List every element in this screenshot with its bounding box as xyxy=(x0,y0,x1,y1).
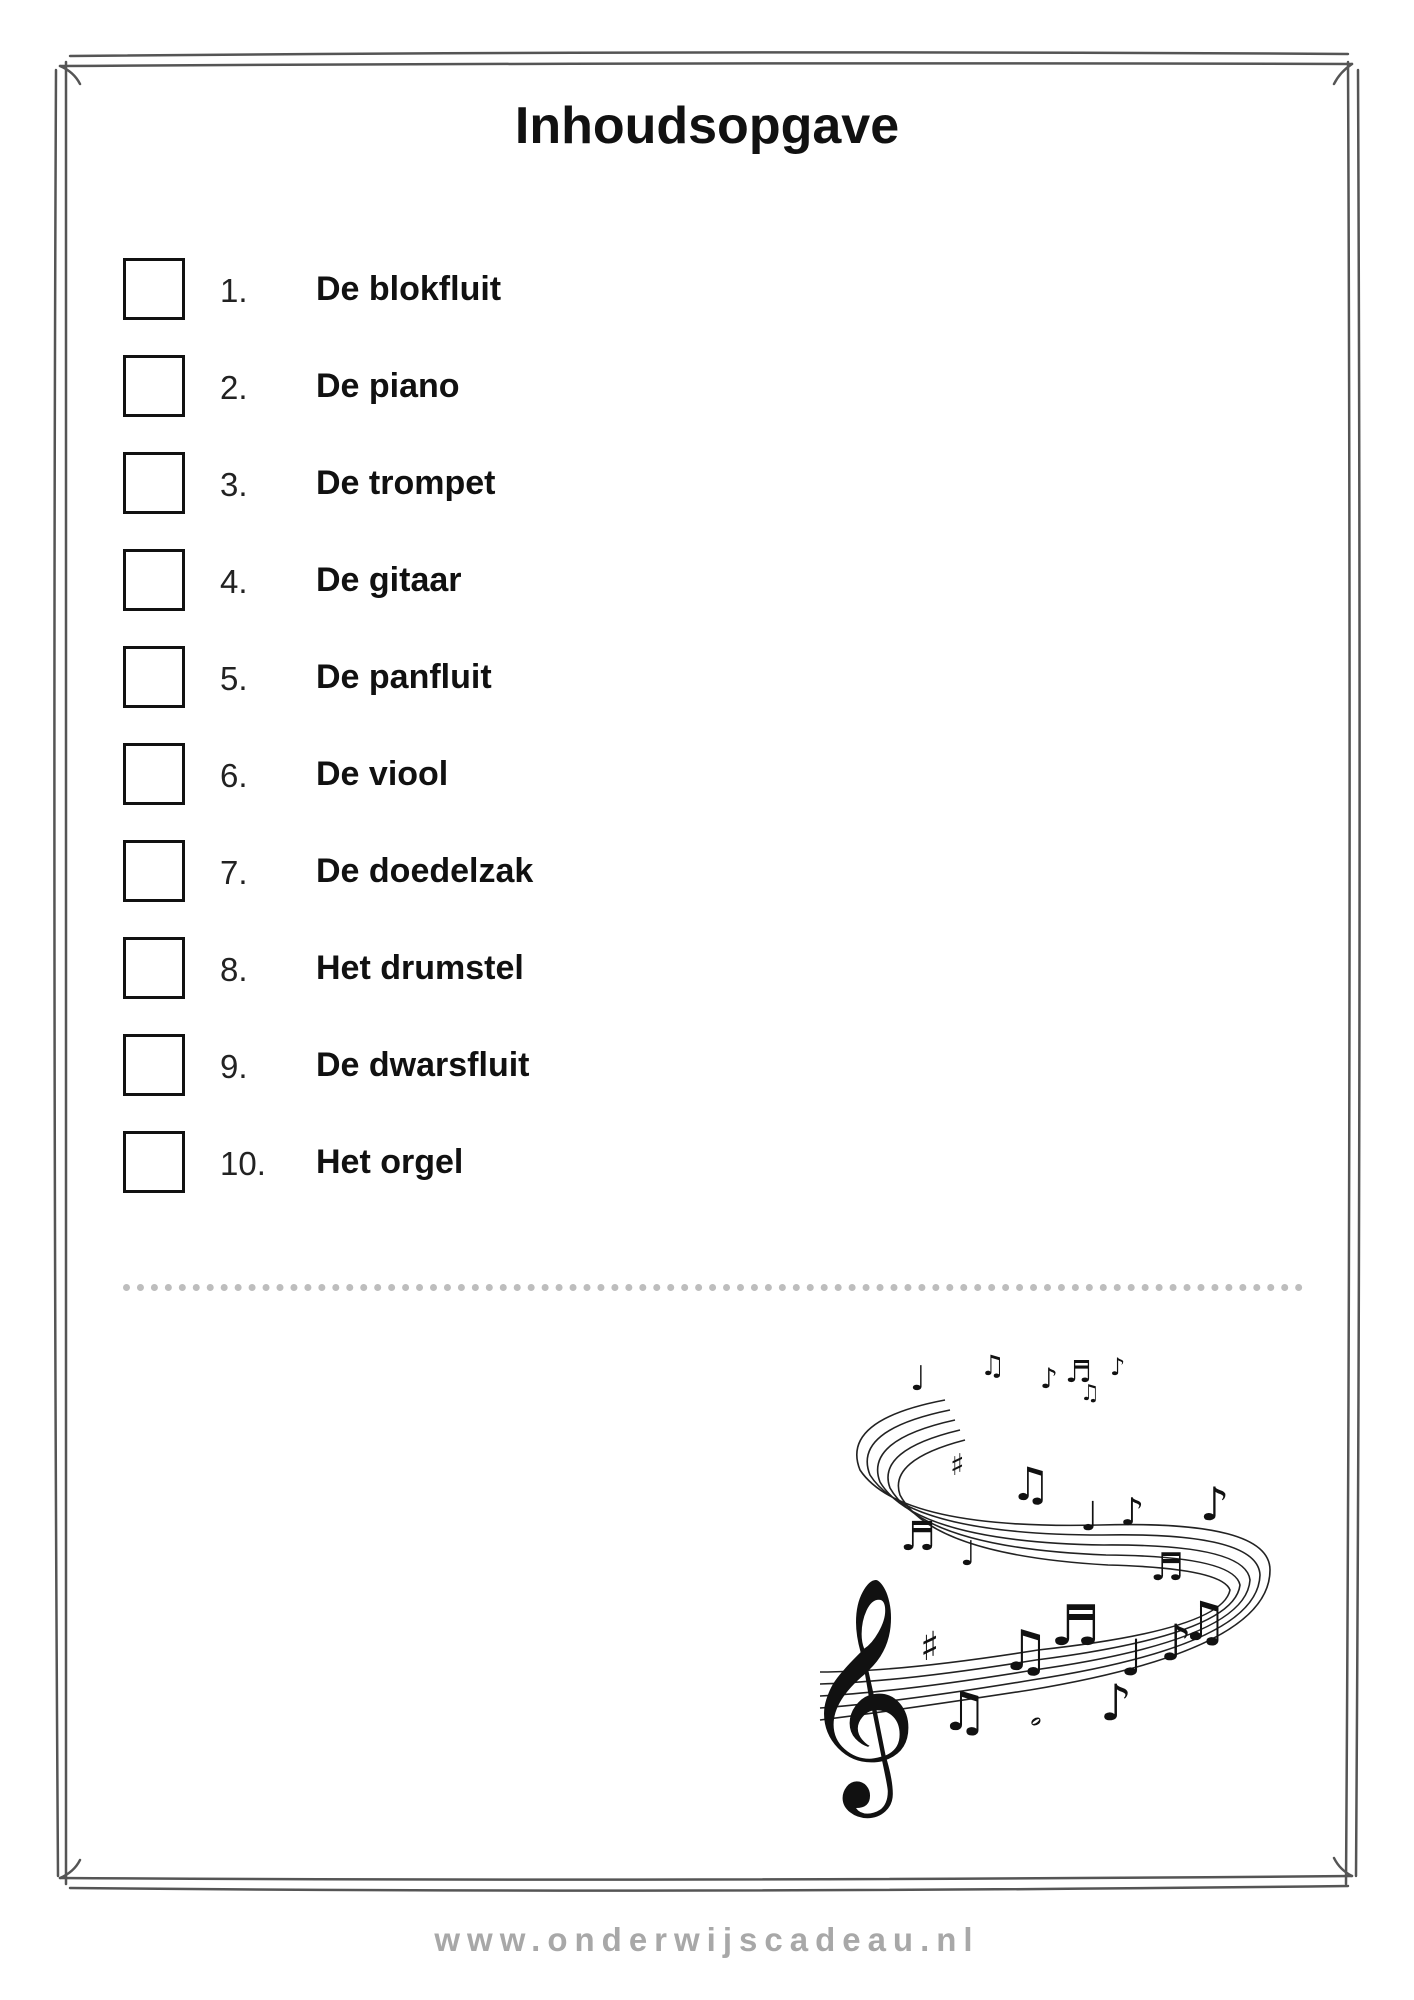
svg-text:♫: ♫ xyxy=(940,1680,989,1743)
checkbox[interactable] xyxy=(123,743,185,805)
website-footer: www.onderwijscadeau.nl xyxy=(434,1921,980,1958)
svg-text:♪: ♪ xyxy=(1110,1353,1126,1381)
item-label: Het orgel xyxy=(316,1143,464,1181)
checkbox[interactable] xyxy=(123,646,185,708)
item-number: 8. xyxy=(220,951,248,988)
checkbox[interactable] xyxy=(123,1034,185,1096)
item-number: 4. xyxy=(220,563,248,600)
svg-text:♪: ♪ xyxy=(1160,1614,1192,1672)
svg-text:𝄞: 𝄞 xyxy=(800,1575,919,1808)
page-title: Inhoudsopgave xyxy=(514,97,900,155)
svg-text:♬: ♬ xyxy=(1150,1545,1185,1589)
svg-text:♩: ♩ xyxy=(960,1534,977,1574)
svg-text:♬: ♬ xyxy=(1050,1594,1101,1659)
checkbox[interactable] xyxy=(123,549,185,611)
item-number: 10. xyxy=(220,1145,266,1182)
checkbox[interactable] xyxy=(123,258,185,320)
music-notes-staff-icon xyxy=(800,1330,1320,1830)
item-label: De viool xyxy=(316,755,449,793)
item-label: De doedelzak xyxy=(316,852,534,890)
checkbox[interactable] xyxy=(123,452,185,514)
item-number: 9. xyxy=(220,1048,248,1085)
dotted-divider xyxy=(123,1284,1303,1291)
svg-text:♪: ♪ xyxy=(1100,1674,1132,1732)
item-label: De blokfluit xyxy=(316,270,502,308)
item-label: De panfluit xyxy=(316,658,492,696)
svg-text:♯: ♯ xyxy=(920,1624,940,1670)
svg-text:♯: ♯ xyxy=(950,1448,965,1483)
svg-text:♫: ♫ xyxy=(980,1349,1006,1382)
item-number: 7. xyxy=(220,854,248,891)
svg-text:♪: ♪ xyxy=(1200,1477,1230,1531)
item-label: De gitaar xyxy=(316,561,462,599)
svg-text:♬: ♬ xyxy=(1065,1355,1092,1390)
checkbox[interactable] xyxy=(123,355,185,417)
svg-text:♩: ♩ xyxy=(1080,1494,1099,1540)
svg-text:♩: ♩ xyxy=(1120,1629,1144,1687)
checkbox[interactable] xyxy=(123,840,185,902)
svg-text:♫: ♫ xyxy=(1000,1619,1051,1684)
svg-text:♩: ♩ xyxy=(910,1359,927,1399)
item-label: Het drumstel xyxy=(316,949,524,987)
item-number: 1. xyxy=(220,272,248,309)
svg-text:♪: ♪ xyxy=(1040,1362,1058,1395)
item-label: De trompet xyxy=(316,464,496,502)
svg-text:♫: ♫ xyxy=(1180,1590,1229,1653)
checkbox[interactable] xyxy=(123,1131,185,1193)
svg-text:♫: ♫ xyxy=(1010,1457,1052,1511)
svg-text:𝅗: 𝅗 xyxy=(1030,1690,1042,1734)
item-label: De piano xyxy=(316,367,460,405)
checkbox[interactable] xyxy=(123,937,185,999)
item-number: 6. xyxy=(220,757,248,794)
svg-text:♪: ♪ xyxy=(1120,1490,1145,1534)
svg-text:♬: ♬ xyxy=(900,1514,936,1560)
item-number: 5. xyxy=(220,660,248,697)
item-number: 2. xyxy=(220,369,248,406)
item-number: 3. xyxy=(220,466,248,503)
svg-text:♫: ♫ xyxy=(1080,1381,1100,1406)
item-label: De dwarsfluit xyxy=(316,1046,530,1084)
